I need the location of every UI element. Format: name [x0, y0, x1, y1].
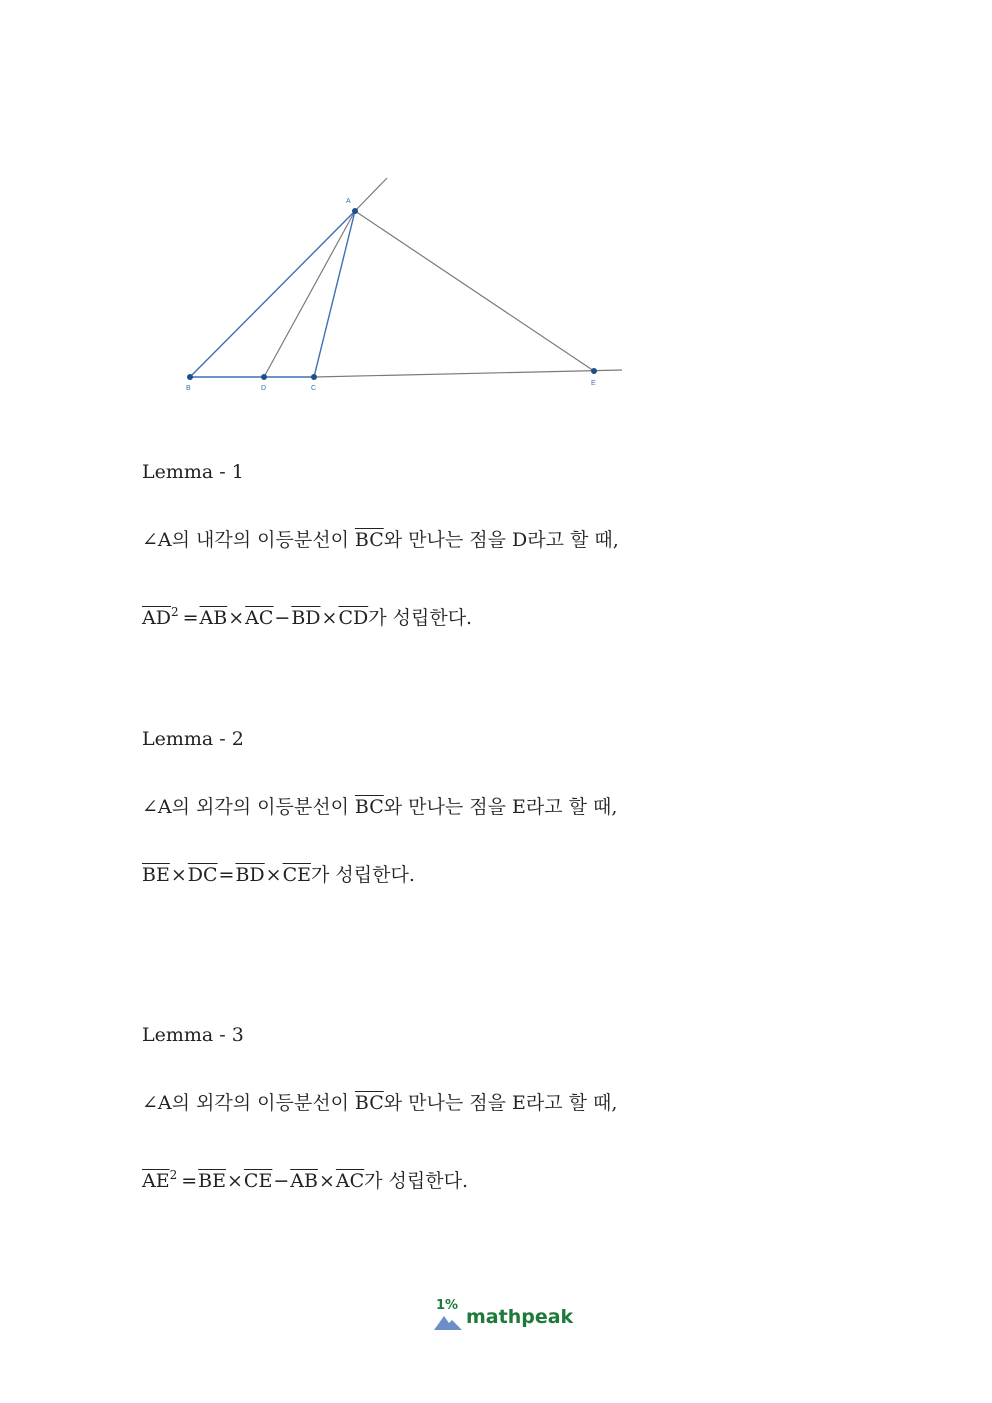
- condition-text: 의 외각의 이등분선이: [171, 1092, 349, 1114]
- condition-text: 라고 할 때,: [525, 1092, 618, 1114]
- label-d: D: [261, 385, 267, 392]
- lemma-1-condition: [142, 528, 619, 552]
- operator: ×: [227, 1170, 243, 1192]
- segment-name: $\overline{BD}$: [235, 864, 265, 886]
- segment-name: $\overline{AB}$: [199, 607, 228, 629]
- label-b: B: [186, 385, 191, 392]
- point-d: [261, 374, 267, 380]
- logo-name: mathpeak: [466, 1306, 574, 1328]
- label-a: A: [346, 198, 351, 205]
- segment-name: $\overline{BE}$: [198, 1170, 226, 1192]
- segment-ae: [355, 211, 594, 371]
- exponent: 2: [170, 605, 179, 619]
- logo-percent: 1%: [436, 1298, 459, 1313]
- label-c: C: [311, 385, 317, 392]
- lemma-2-condition: [142, 795, 617, 819]
- segment-name: $\overline{AC}$: [245, 607, 274, 629]
- segment-name: $\overline{CE}$: [243, 1170, 273, 1192]
- segment-name: $\overline{AD}$: [142, 607, 171, 629]
- segment-name: $\overline{AE}$: [142, 1170, 170, 1192]
- lemma-1-title: Lemma - 1: [142, 461, 244, 483]
- mathpeak-logo: [434, 1298, 574, 1334]
- segment-name: $\overline{BD}$: [291, 607, 321, 629]
- condition-text: 와 만나는 점을: [383, 529, 513, 551]
- lemma-3-result: [142, 1163, 468, 1193]
- segment-name: $\overline{CE}$: [282, 864, 312, 886]
- segment-name: $\overline{BE}$: [142, 864, 170, 886]
- result-text: 가 성립한다.: [364, 1170, 468, 1192]
- operator: ×: [170, 864, 187, 886]
- condition-text: 와 만나는 점을: [383, 1092, 513, 1114]
- operator: ×: [265, 864, 282, 886]
- segment-name: $\overline{BC}$: [354, 1092, 384, 1114]
- condition-text: 의 외각의 이등분선이: [171, 796, 349, 818]
- point-b: [187, 374, 193, 380]
- segment-name: $\overline{CD}$: [338, 607, 369, 629]
- lemma-2-result: [142, 863, 415, 887]
- segment-ad: [264, 211, 355, 377]
- operator: −: [274, 607, 291, 629]
- operator: ×: [318, 1170, 335, 1192]
- result-text: 가 성립한다.: [311, 864, 415, 886]
- label-e: E: [591, 380, 596, 387]
- lemma-1-result: [142, 600, 472, 630]
- segment-name: $\overline{BC}$: [354, 529, 384, 551]
- point-e: [591, 368, 597, 374]
- segment-name: $\overline{AC}$: [335, 1170, 365, 1192]
- point-a: [352, 208, 358, 214]
- condition-text: 와 만나는 점을: [383, 796, 513, 818]
- segment-ce-extended: [314, 370, 622, 377]
- line-extension-through-a: [355, 178, 387, 211]
- condition-text: 라고 할 때,: [525, 796, 618, 818]
- operator: −: [273, 1170, 290, 1192]
- operator: =: [182, 607, 199, 629]
- point-c: [311, 374, 317, 380]
- segment-name: $\overline{DC}$: [187, 864, 218, 886]
- point-name: E: [512, 796, 526, 818]
- angle-symbol: ∠A: [142, 796, 172, 818]
- exponent: 2: [169, 1168, 178, 1182]
- condition-text: 라고 할 때,: [527, 529, 619, 551]
- operator: =: [181, 1170, 198, 1192]
- operator: =: [218, 864, 235, 886]
- operator: ×: [228, 607, 245, 629]
- operator: ×: [321, 607, 338, 629]
- lemma-3-title: Lemma - 3: [142, 1024, 244, 1046]
- segment-name: $\overline{AB}$: [290, 1170, 318, 1192]
- segment-name: $\overline{BC}$: [354, 796, 384, 818]
- mountain-icon: [434, 1314, 462, 1330]
- segment-ac: [314, 211, 355, 377]
- geometry-figure: [0, 0, 992, 420]
- result-text: 가 성립한다.: [368, 607, 473, 629]
- angle-symbol: ∠A: [142, 1092, 172, 1114]
- angle-symbol: ∠A: [142, 529, 172, 551]
- point-name: D: [512, 529, 528, 551]
- lemma-2-title: Lemma - 2: [142, 728, 244, 750]
- lemma-3-condition: [142, 1091, 617, 1115]
- point-name: E: [512, 1092, 526, 1114]
- segment-ab: [190, 211, 355, 377]
- condition-text: 의 내각의 이등분선이: [171, 529, 349, 551]
